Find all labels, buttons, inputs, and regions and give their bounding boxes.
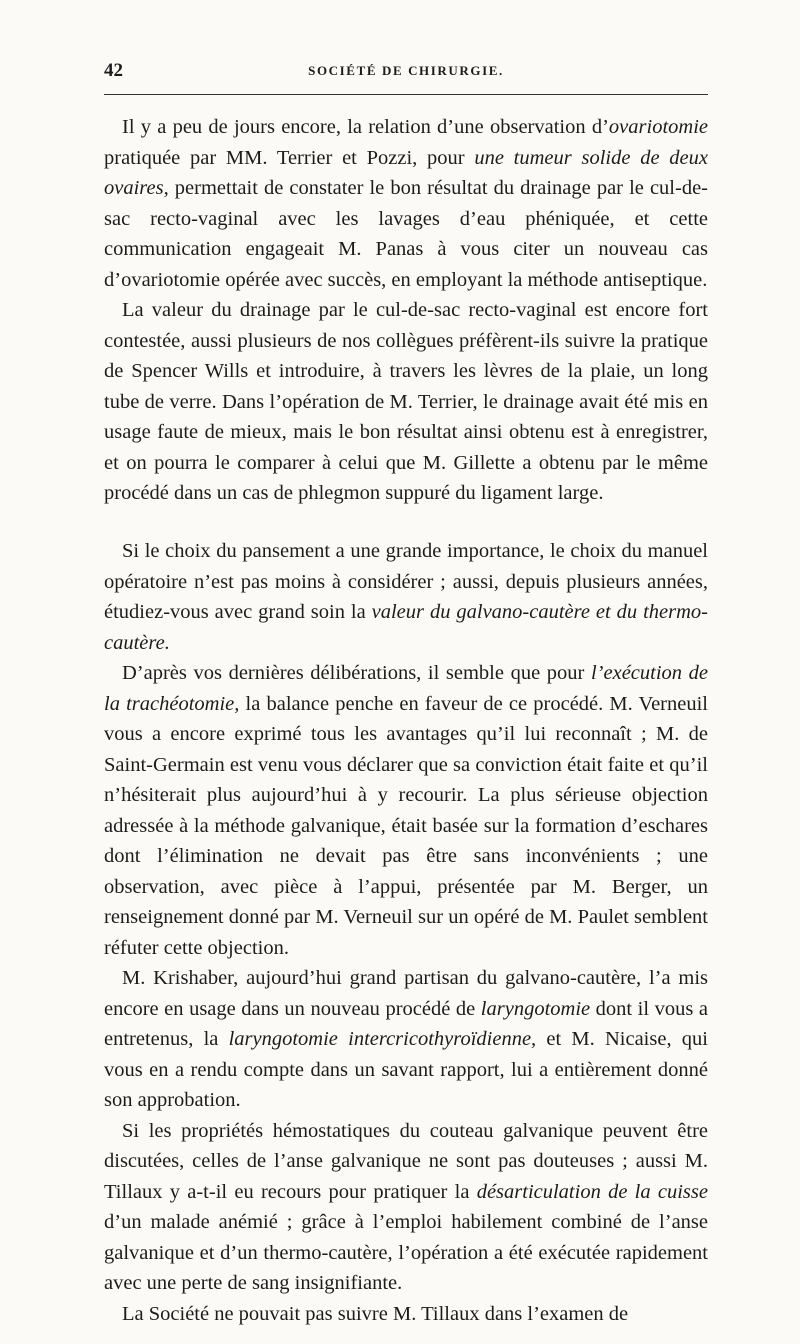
italic-text: valeur du galvano-cautère et du thermo-cautère.: [104, 601, 708, 654]
text-run: Si les propriétés hémostatiques du couteau galvanique peuvent être discutées, celles de l’anse galvanique ne sont pas douteuses ; aussi M. Tillaux y a-t-il eu recours pour pratiquer la: [104, 1119, 708, 1203]
text-run: permettait de constater le bon résultat du drainage par le cul-de-sac recto-vaginal avec les lavages d’eau phéniquée, et cette communication engageait M. Panas à vous citer un nouveau cas d’ovariotomie opérée avec succès, en employant la méthode antiseptique.: [104, 177, 708, 291]
header-rule: [104, 94, 708, 95]
text-run: la balance penche en faveur de ce procédé. M. Verneuil vous a encore exprimé tous les avantages qu’il lui reconnaît ; M. de Saint-Germain est venu vous déclarer que sa conviction était faite et qu’il n’hésiterait plus aujourd’hui à y recourir. La plus sérieuse objection adressée à la méthode galvanique, était basée sur la formation d’eschares dont l’élimination ne devait pas être sans inconvénients ; une observation, avec pièce à l’appui, présentée par M. Berger, un renseignement donné par M. Verneuil sur un opéré de M. Paulet semblent réfuter cette objection.: [104, 692, 708, 959]
text-run: La Société ne pouvait pas suivre M. Tillaux dans l’examen de: [122, 1302, 629, 1325]
italic-text: désarticulation de la cuisse: [476, 1180, 708, 1203]
running-head: [104, 60, 708, 84]
italic-text: ovariotomie: [608, 116, 708, 138]
text-run: D’après vos dernières délibérations, il semble que pour: [122, 662, 591, 684]
running-title: SOCIÉTÉ DE CHIRURGIE.: [308, 63, 504, 78]
italic-text: laryngotomie intercricothyroïdienne,: [228, 1028, 537, 1050]
text-run: La valeur du drainage par le cul-de-sac recto-vaginal est encore fort contestée, aussi plusieurs de nos collègues préfèrent-ils suivre la pratique de Spencer Wills et introduire, à travers les lèvres de la plaie, un long tube de verre. Dans l’opération de M. Terrier, le drainage avait été mis en usage faute de mieux, mais le bon résultat ainsi obtenu est à enregistrer, et on pourra le comparer à celui que M. Gillette a obtenu par le même procédé dans un cas de phlegmon suppuré du ligament large.: [104, 299, 708, 504]
paragraph: [104, 1116, 708, 1299]
text-block-bottom: [104, 536, 708, 1329]
text-run: Il y a peu de jours encore, la relation d’une observation d’: [122, 116, 609, 138]
page-number: 42: [104, 60, 123, 81]
paragraph: [104, 1299, 708, 1330]
text-run: M. Krishaber, aujourd’hui grand partisan du galvano-cautère, l’a mis encore en usage dans un nouveau procédé de: [104, 967, 708, 1020]
italic-text: une tumeur solide de deux ovaires,: [104, 146, 708, 199]
text-run: pratiquée par MM. Terrier et Pozzi, pour: [104, 146, 475, 169]
paragraph: [104, 658, 708, 963]
text-run: d’un malade anémié ; grâce à l’emploi habilement combiné de l’anse galvanique et d’un thermo-cautère, l’opération a été exécutée rapidement avec une perte de sang insignifiante.: [104, 1211, 708, 1294]
text-run: dont il vous a entretenus, la: [104, 997, 708, 1050]
paragraph: [104, 963, 708, 1116]
paragraph: [104, 112, 708, 295]
italic-text: laryngotomie: [480, 997, 591, 1020]
text-block-top: [104, 112, 708, 509]
italic-text: l’exécution de la trachéotomie,: [104, 662, 708, 715]
paragraph: [104, 295, 708, 509]
text-run: et M. Nicaise, qui vous en a rendu compte dans un savant rapport, lui a entièrement donné son approbation.: [104, 1028, 708, 1111]
text-run: Si le choix du pansement a une grande importance, le choix du manuel opératoire n’est pas moins à considérer ; aussi, depuis plusieurs années, étudiez-vous avec grand soin la: [104, 540, 708, 623]
paragraph: [104, 536, 708, 658]
